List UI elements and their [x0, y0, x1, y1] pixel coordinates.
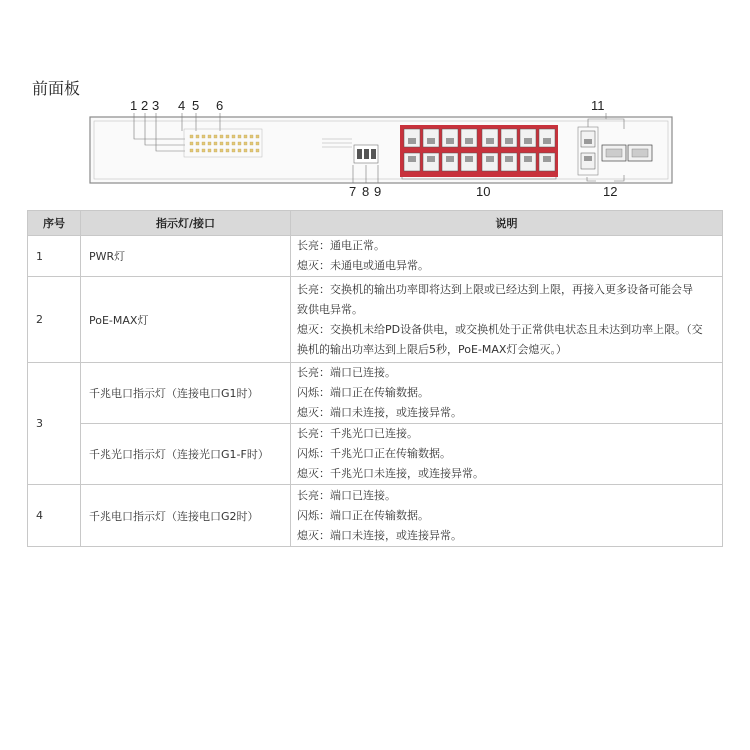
header-no: 序号 — [28, 211, 81, 236]
description-line: 长亮：端口已连接。 — [297, 366, 396, 379]
description-line: 长亮：千兆光口已连接。 — [297, 427, 418, 440]
description-line: 闪烁：千兆光口正在传输数据。 — [297, 447, 451, 460]
header-desc: 说明 — [291, 211, 723, 236]
description-line: 致供电异常。 — [297, 302, 363, 316]
section-title: 前面板 — [32, 79, 81, 98]
table-row — [28, 363, 723, 424]
front-panel-diagram — [30, 95, 720, 205]
callout-9: 9 — [374, 184, 382, 199]
description-line: 长亮：交换机的输出功率即将达到上限或已经达到上限，再接入更多设备可能会导 — [297, 282, 693, 296]
callout-4: 4 — [178, 98, 186, 113]
description-cell — [291, 236, 723, 277]
description-line: 熄灭：端口未连接，或连接异常。 — [297, 528, 462, 542]
callout-10: 10 — [476, 184, 491, 199]
row-number: 3 — [28, 363, 81, 485]
callout-8: 8 — [362, 184, 370, 199]
table-row — [28, 424, 723, 485]
callout-11: 11 — [591, 98, 605, 113]
rj45-poe-ports — [400, 125, 558, 177]
table-row — [28, 485, 723, 547]
description-line: 闪烁：端口正在传输数据。 — [297, 386, 429, 399]
indicator-name: PWR灯 — [81, 236, 291, 277]
callout-6: 6 — [216, 98, 224, 113]
callout-1: 1 — [130, 98, 138, 113]
callout-3: 3 — [152, 98, 160, 113]
description-cell — [291, 277, 723, 363]
indicator-name: 千兆电口指示灯（连接电口G1时） — [81, 363, 291, 424]
spec-table — [27, 210, 723, 547]
table-row — [28, 236, 723, 277]
table-header-row — [28, 211, 723, 236]
description-line: 熄灭：交换机未给PD设备供电，或交换机处于正常供电状态且未达到功率上限。（交 — [297, 322, 703, 336]
row-number: 4 — [28, 485, 81, 547]
callout-7: 7 — [349, 184, 357, 199]
description-line: 熄灭：千兆光口未连接，或连接异常。 — [297, 467, 484, 480]
description-line: 闪烁：端口正在传输数据。 — [297, 508, 429, 522]
description-cell — [291, 424, 723, 485]
callout-2: 2 — [141, 98, 149, 113]
callout-12: 12 — [603, 184, 618, 199]
description-cell — [291, 485, 723, 547]
description-line: 熄灭：端口未连接，或连接异常。 — [297, 406, 462, 419]
description-line: 熄灭：未通电或通电异常。 — [297, 259, 429, 272]
table-row — [28, 277, 723, 363]
row-number: 2 — [28, 277, 81, 363]
description-cell — [291, 363, 723, 424]
description-line: 换机的输出功率达到上限后5秒，PoE-MAX灯会熄灭。） — [297, 342, 567, 356]
header-name: 指示灯/接口 — [81, 211, 291, 236]
indicator-name: PoE-MAX灯 — [81, 277, 291, 363]
indicator-name: 千兆光口指示灯（连接光口G1-F时） — [81, 424, 291, 485]
description-line: 长亮：通电正常。 — [297, 239, 385, 252]
description-line: 长亮：端口已连接。 — [297, 488, 396, 502]
row-number: 1 — [28, 236, 81, 277]
callout-5: 5 — [192, 98, 200, 113]
indicator-name: 千兆电口指示灯（连接电口G2时） — [81, 485, 291, 547]
